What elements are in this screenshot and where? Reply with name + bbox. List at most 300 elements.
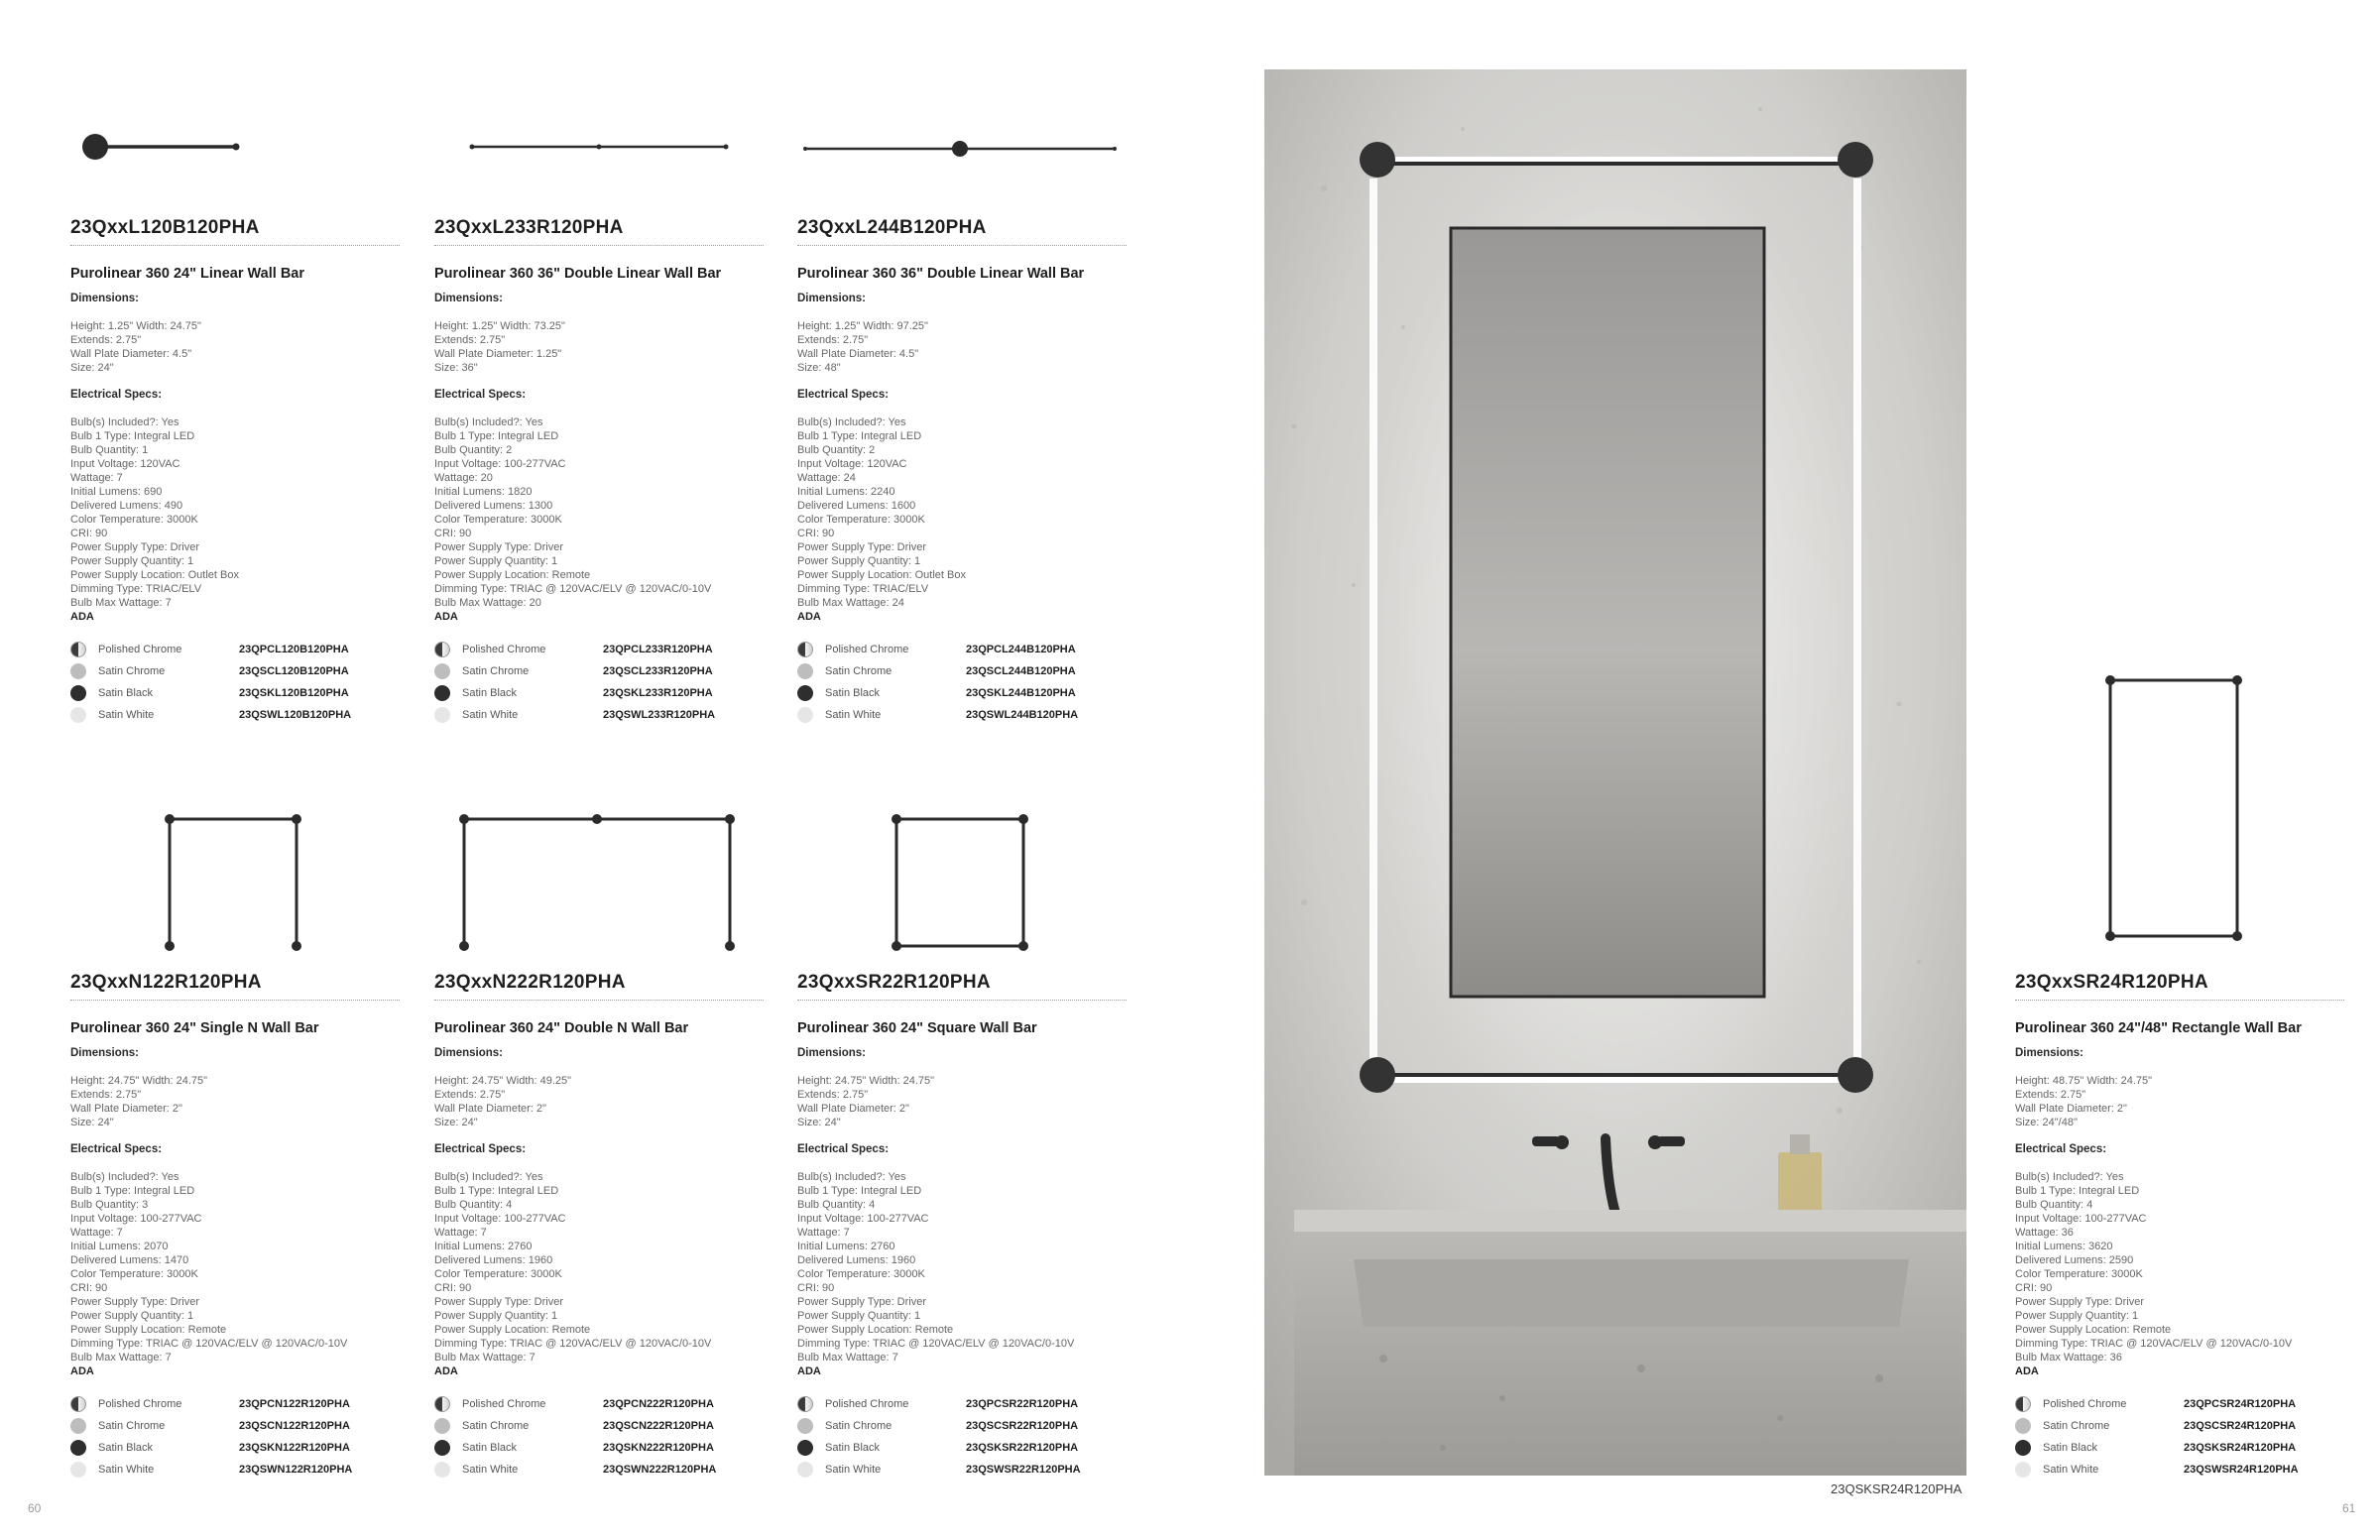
polished-chrome-swatch-icon xyxy=(434,642,450,657)
finish-code: 23QPCN122R120PHA xyxy=(239,1398,350,1410)
finish-row[interactable] xyxy=(797,707,1127,729)
electrical-heading: Electrical Specs: xyxy=(2015,1143,2107,1155)
spec-line: Bulb Quantity: 4 xyxy=(434,1199,513,1211)
finish-code: 23QSKL120B120PHA xyxy=(239,687,349,699)
spec-line: Size: 24" xyxy=(70,362,114,374)
finish-code: 23QSWN122R120PHA xyxy=(239,1464,353,1476)
spec-line: Bulb(s) Included?: Yes xyxy=(70,1171,179,1183)
spec-line: Power Supply Location: Remote xyxy=(2015,1324,2172,1336)
spec-line: Dimming Type: TRIAC @ 120VAC/ELV @ 120VAC/0-10V xyxy=(70,1338,348,1350)
spec-line: Color Temperature: 3000K xyxy=(70,1268,198,1280)
spec-line: Power Supply Type: Driver xyxy=(434,1296,564,1308)
polished-chrome-swatch-icon xyxy=(434,1396,450,1412)
finish-code: 23QSKSR24R120PHA xyxy=(2184,1442,2297,1454)
spec-line: Wall Plate Diameter: 2" xyxy=(70,1103,182,1115)
satin-white-swatch-icon xyxy=(797,707,813,723)
dimensions-list xyxy=(797,1074,934,1129)
spec-line: Bulb(s) Included?: Yes xyxy=(434,1171,543,1183)
satin-white-swatch-icon xyxy=(797,1462,813,1478)
ada-label: ADA xyxy=(434,1365,458,1377)
finish-name: Polished Chrome xyxy=(462,1398,546,1410)
finish-code: 23QPCL244B120PHA xyxy=(966,644,1076,655)
bathroom-mirror-photo xyxy=(1264,69,1966,1476)
spec-line: Bulb 1 Type: Integral LED xyxy=(797,1185,922,1197)
spec-line: Power Supply Location: Outlet Box xyxy=(797,569,966,581)
spec-line: Power Supply Quantity: 1 xyxy=(797,555,921,567)
finish-row[interactable] xyxy=(70,663,400,685)
finish-options xyxy=(797,1396,1127,1483)
dimensions-list xyxy=(797,319,928,375)
ada-label: ADA xyxy=(797,1365,821,1377)
spec-line: CRI: 90 xyxy=(70,528,108,539)
spec-line: Extends: 2.75" xyxy=(70,1089,142,1101)
product-code: 23QxxL244B120PHA xyxy=(797,217,987,238)
spec-line: Delivered Lumens: 490 xyxy=(70,500,183,512)
finish-row[interactable] xyxy=(434,1418,764,1440)
spec-line: Wall Plate Diameter: 2" xyxy=(434,1103,546,1115)
product-name: Purolinear 360 24" Square Wall Bar xyxy=(797,1020,1037,1036)
ada-label: ADA xyxy=(70,611,94,623)
fixture-drawing-linear-bar xyxy=(77,129,256,174)
spec-line: Height: 1.25" Width: 97.25" xyxy=(797,320,928,332)
spec-line: Color Temperature: 3000K xyxy=(2015,1268,2143,1280)
finish-code: 23QSWSR24R120PHA xyxy=(2184,1464,2299,1476)
spec-line: Bulb Quantity: 2 xyxy=(434,444,513,456)
spec-line: Wattage: 24 xyxy=(797,472,856,484)
finish-row[interactable] xyxy=(434,685,764,707)
electrical-heading: Electrical Specs: xyxy=(70,1143,163,1155)
satin-chrome-swatch-icon xyxy=(70,1418,86,1434)
finish-code: 23QSKL244B120PHA xyxy=(966,687,1076,699)
spec-line: CRI: 90 xyxy=(434,528,472,539)
finish-options xyxy=(70,642,400,729)
spec-line: Initial Lumens: 690 xyxy=(70,486,163,498)
finish-row[interactable] xyxy=(70,1462,400,1483)
spec-line: Bulb(s) Included?: Yes xyxy=(797,1171,906,1183)
fixture-drawing-double-linear-bar xyxy=(466,137,734,162)
spec-line: Power Supply Location: Remote xyxy=(797,1324,954,1336)
finish-row[interactable] xyxy=(797,1418,1127,1440)
finish-name: Satin Black xyxy=(825,1442,881,1454)
spec-line: Wattage: 7 xyxy=(70,472,123,484)
electrical-list xyxy=(434,415,711,624)
finish-name: Satin White xyxy=(98,709,155,721)
spec-line: Power Supply Quantity: 1 xyxy=(434,1310,558,1322)
spec-line: Delivered Lumens: 1960 xyxy=(797,1254,916,1266)
spec-line: Initial Lumens: 3620 xyxy=(2015,1241,2113,1252)
finish-row[interactable] xyxy=(434,663,764,685)
satin-white-swatch-icon xyxy=(70,707,86,723)
spec-line: Bulb(s) Included?: Yes xyxy=(2015,1171,2124,1183)
spec-line: Bulb Max Wattage: 24 xyxy=(797,597,904,609)
finish-options xyxy=(434,1396,764,1483)
finish-row[interactable] xyxy=(434,1396,764,1418)
spec-line: Delivered Lumens: 1300 xyxy=(434,500,553,512)
spec-line: Power Supply Quantity: 1 xyxy=(70,1310,194,1322)
finish-row[interactable] xyxy=(434,1462,764,1483)
satin-chrome-swatch-icon xyxy=(434,663,450,679)
polished-chrome-swatch-icon xyxy=(797,1396,813,1412)
spec-line: Dimming Type: TRIAC/ELV xyxy=(797,583,929,595)
spec-line: Power Supply Quantity: 1 xyxy=(434,555,558,567)
satin-chrome-swatch-icon xyxy=(2015,1418,2031,1434)
spec-line: Color Temperature: 3000K xyxy=(434,514,562,526)
spec-line: Power Supply Type: Driver xyxy=(797,541,927,553)
finish-name: Satin White xyxy=(825,1464,882,1476)
finish-code: 23QSCN122R120PHA xyxy=(239,1420,350,1432)
satin-chrome-swatch-icon xyxy=(70,663,86,679)
spec-line: Power Supply Location: Outlet Box xyxy=(70,569,239,581)
finish-row[interactable] xyxy=(70,707,400,729)
spec-line: CRI: 90 xyxy=(797,1282,835,1294)
finish-code: 23QPCL120B120PHA xyxy=(239,644,349,655)
spec-line: Bulb Quantity: 4 xyxy=(2015,1199,2093,1211)
spec-line: CRI: 90 xyxy=(797,528,835,539)
electrical-heading: Electrical Specs: xyxy=(797,389,890,401)
finish-code: 23QPCL233R120PHA xyxy=(603,644,713,655)
spec-line: Input Voltage: 100-277VAC xyxy=(797,1213,929,1225)
spec-line: Power Supply Location: Remote xyxy=(434,1324,591,1336)
spec-line: CRI: 90 xyxy=(2015,1282,2053,1294)
satin-black-swatch-icon xyxy=(434,685,450,701)
spec-line: Extends: 2.75" xyxy=(434,1089,506,1101)
fixture-drawing-single-n-bar xyxy=(164,813,302,957)
polished-chrome-swatch-icon xyxy=(2015,1396,2031,1412)
dimensions-heading: Dimensions: xyxy=(2015,1047,2084,1059)
finish-name: Polished Chrome xyxy=(462,644,546,655)
satin-white-swatch-icon xyxy=(70,1462,86,1478)
spec-line: Initial Lumens: 2760 xyxy=(434,1241,533,1252)
finish-options xyxy=(2015,1396,2344,1483)
finish-name: Polished Chrome xyxy=(2043,1398,2127,1410)
spec-line: Power Supply Location: Remote xyxy=(434,569,591,581)
dimensions-list xyxy=(434,319,565,375)
electrical-list xyxy=(434,1170,711,1378)
divider xyxy=(70,1000,400,1001)
ada-label: ADA xyxy=(434,611,458,623)
spec-line: Initial Lumens: 1820 xyxy=(434,486,533,498)
spec-line: Wattage: 7 xyxy=(797,1227,850,1239)
spec-line: Bulb Max Wattage: 7 xyxy=(434,1352,536,1363)
polished-chrome-swatch-icon xyxy=(797,642,813,657)
finish-row[interactable] xyxy=(797,1396,1127,1418)
finish-name: Satin Chrome xyxy=(462,665,530,677)
finish-name: Satin Black xyxy=(462,1442,518,1454)
finish-name: Satin Chrome xyxy=(825,665,892,677)
spec-line: Initial Lumens: 2070 xyxy=(70,1241,169,1252)
finish-row[interactable] xyxy=(434,1440,764,1462)
spec-line: Extends: 2.75" xyxy=(797,334,869,346)
satin-chrome-swatch-icon xyxy=(797,1418,813,1434)
spec-line: Initial Lumens: 2240 xyxy=(797,486,895,498)
spec-line: Power Supply Type: Driver xyxy=(2015,1296,2145,1308)
spec-line: Power Supply Quantity: 1 xyxy=(2015,1310,2139,1322)
spec-line: Power Supply Type: Driver xyxy=(70,541,200,553)
spec-line: Input Voltage: 100-277VAC xyxy=(434,458,566,470)
finish-name: Satin Black xyxy=(2043,1442,2098,1454)
satin-chrome-swatch-icon xyxy=(797,663,813,679)
spec-line: Height: 1.25" Width: 73.25" xyxy=(434,320,565,332)
finish-name: Satin Black xyxy=(98,687,154,699)
spec-line: Delivered Lumens: 1470 xyxy=(70,1254,189,1266)
finish-row[interactable] xyxy=(797,642,1127,663)
spec-line: Extends: 2.75" xyxy=(434,334,506,346)
page-number-left: 60 xyxy=(28,1501,42,1515)
divider xyxy=(797,1000,1127,1001)
finish-row[interactable] xyxy=(70,1440,400,1462)
finish-code: 23QSCN222R120PHA xyxy=(603,1420,714,1432)
finish-name: Satin Chrome xyxy=(462,1420,530,1432)
finish-code: 23QSWL244B120PHA xyxy=(966,709,1079,721)
satin-black-swatch-icon xyxy=(2015,1440,2031,1456)
satin-black-swatch-icon xyxy=(70,685,86,701)
satin-black-swatch-icon xyxy=(434,1440,450,1456)
spec-line: Power Supply Quantity: 1 xyxy=(70,555,194,567)
spec-line: Size: 24"/48" xyxy=(2015,1117,2078,1128)
satin-black-swatch-icon xyxy=(797,685,813,701)
spec-line: Delivered Lumens: 1960 xyxy=(434,1254,553,1266)
product-code: 23QxxL120B120PHA xyxy=(70,217,260,238)
product-name: Purolinear 360 24" Single N Wall Bar xyxy=(70,1020,319,1036)
finish-row[interactable] xyxy=(70,642,400,663)
dimensions-heading: Dimensions: xyxy=(797,293,867,304)
product-code: 23QxxN222R120PHA xyxy=(434,972,626,993)
spec-line: Wall Plate Diameter: 4.5" xyxy=(797,348,919,360)
finish-row[interactable] xyxy=(2015,1418,2344,1440)
finish-code: 23QSCSR24R120PHA xyxy=(2184,1420,2297,1432)
spec-line: Height: 24.75" Width: 49.25" xyxy=(434,1075,572,1087)
spec-line: Bulb Quantity: 2 xyxy=(797,444,876,456)
finish-row[interactable] xyxy=(797,685,1127,707)
fixture-drawing-square-bar xyxy=(891,813,1029,957)
finish-name: Satin Black xyxy=(462,687,518,699)
spec-line: Extends: 2.75" xyxy=(2015,1089,2086,1101)
divider xyxy=(434,245,764,246)
polished-chrome-swatch-icon xyxy=(70,642,86,657)
ada-label: ADA xyxy=(2015,1365,2039,1377)
finish-code: 23QPCSR24R120PHA xyxy=(2184,1398,2297,1410)
fixture-drawing-double-linear-bar xyxy=(801,137,1119,166)
spec-line: Height: 1.25" Width: 24.75" xyxy=(70,320,201,332)
spec-line: Bulb Max Wattage: 7 xyxy=(70,597,172,609)
divider xyxy=(2015,1000,2344,1001)
product-code: 23QxxL233R120PHA xyxy=(434,217,624,238)
product-name: Purolinear 360 24" Double N Wall Bar xyxy=(434,1020,689,1036)
satin-chrome-swatch-icon xyxy=(434,1418,450,1434)
finish-name: Satin Black xyxy=(825,687,881,699)
finish-name: Satin Black xyxy=(98,1442,154,1454)
finish-row[interactable] xyxy=(70,1418,400,1440)
finish-code: 23QSKL233R120PHA xyxy=(603,687,713,699)
spec-line: Size: 24" xyxy=(797,1117,841,1128)
spec-line: Bulb 1 Type: Integral LED xyxy=(434,1185,559,1197)
satin-white-swatch-icon xyxy=(2015,1462,2031,1478)
electrical-list xyxy=(70,1170,347,1378)
finish-name: Polished Chrome xyxy=(98,644,182,655)
finish-name: Polished Chrome xyxy=(825,644,909,655)
spec-line: Height: 24.75" Width: 24.75" xyxy=(70,1075,208,1087)
electrical-list xyxy=(797,415,966,624)
spec-line: Dimming Type: TRIAC @ 120VAC/ELV @ 120VAC/0-10V xyxy=(434,1338,712,1350)
product-code: 23QxxSR24R120PHA xyxy=(2015,972,2208,993)
finish-name: Satin White xyxy=(98,1464,155,1476)
ada-label: ADA xyxy=(797,611,821,623)
finish-row[interactable] xyxy=(2015,1396,2344,1418)
spec-line: Height: 48.75" Width: 24.75" xyxy=(2015,1075,2153,1087)
finish-options xyxy=(797,642,1127,729)
spec-line: Power Supply Type: Driver xyxy=(797,1296,927,1308)
finish-code: 23QSCL120B120PHA xyxy=(239,665,349,677)
finish-name: Polished Chrome xyxy=(98,1398,182,1410)
product-code: 23QxxN122R120PHA xyxy=(70,972,262,993)
electrical-heading: Electrical Specs: xyxy=(70,389,163,401)
finish-code: 23QSCL244B120PHA xyxy=(966,665,1076,677)
satin-black-swatch-icon xyxy=(70,1440,86,1456)
finish-code: 23QSWL233R120PHA xyxy=(603,709,716,721)
spec-line: Bulb 1 Type: Integral LED xyxy=(70,1185,195,1197)
page-number-right: 61 xyxy=(2342,1501,2356,1515)
dimensions-heading: Dimensions: xyxy=(70,293,140,304)
finish-code: 23QSWL120B120PHA xyxy=(239,709,352,721)
dimensions-list xyxy=(434,1074,571,1129)
finish-row[interactable] xyxy=(434,642,764,663)
polished-chrome-swatch-icon xyxy=(70,1396,86,1412)
ada-label: ADA xyxy=(70,1365,94,1377)
finish-row[interactable] xyxy=(797,663,1127,685)
spec-line: Wall Plate Diameter: 2" xyxy=(2015,1103,2127,1115)
spec-line: Input Voltage: 120VAC xyxy=(797,458,907,470)
finish-name: Satin Chrome xyxy=(2043,1420,2110,1432)
electrical-list xyxy=(2015,1170,2292,1378)
spec-line: Bulb Max Wattage: 7 xyxy=(797,1352,898,1363)
spec-line: Color Temperature: 3000K xyxy=(70,514,198,526)
dimensions-heading: Dimensions: xyxy=(434,293,504,304)
spec-line: Size: 36" xyxy=(434,362,478,374)
spec-line: Bulb 1 Type: Integral LED xyxy=(2015,1185,2140,1197)
spec-line: Bulb 1 Type: Integral LED xyxy=(797,430,922,442)
product-name: Purolinear 360 36" Double Linear Wall Bar xyxy=(797,266,1085,282)
spec-line: Bulb Quantity: 3 xyxy=(70,1199,149,1211)
spec-line: Extends: 2.75" xyxy=(70,334,142,346)
spec-line: Wattage: 20 xyxy=(434,472,493,484)
spec-line: Power Supply Type: Driver xyxy=(70,1296,200,1308)
finish-code: 23QSKSR22R120PHA xyxy=(966,1442,1079,1454)
finish-code: 23QSKN122R120PHA xyxy=(239,1442,350,1454)
spec-line: Bulb Max Wattage: 7 xyxy=(70,1352,172,1363)
divider xyxy=(70,245,400,246)
finish-row[interactable] xyxy=(797,1440,1127,1462)
electrical-heading: Electrical Specs: xyxy=(797,1143,890,1155)
finish-name: Satin White xyxy=(2043,1464,2099,1476)
spec-line: CRI: 90 xyxy=(434,1282,472,1294)
finish-row[interactable] xyxy=(797,1462,1127,1483)
spec-line: Size: 24" xyxy=(434,1117,478,1128)
spec-line: Wattage: 36 xyxy=(2015,1227,2074,1239)
dimensions-heading: Dimensions: xyxy=(434,1047,504,1059)
spec-line: Delivered Lumens: 1600 xyxy=(797,500,916,512)
spec-line: Extends: 2.75" xyxy=(797,1089,869,1101)
finish-options xyxy=(70,1396,400,1483)
finish-row[interactable] xyxy=(434,707,764,729)
product-name: Purolinear 360 24" Linear Wall Bar xyxy=(70,266,305,282)
spec-line: Bulb(s) Included?: Yes xyxy=(434,416,543,428)
finish-name: Satin White xyxy=(825,709,882,721)
finish-name: Satin White xyxy=(462,709,519,721)
spec-line: Power Supply Type: Driver xyxy=(434,541,564,553)
photo-caption: 23QSKSR24R120PHA xyxy=(1831,1481,1963,1496)
dimensions-list xyxy=(2015,1074,2152,1129)
dimensions-heading: Dimensions: xyxy=(70,1047,140,1059)
finish-name: Satin Chrome xyxy=(825,1420,892,1432)
spec-line: Input Voltage: 120VAC xyxy=(70,458,180,470)
spec-line: Bulb Quantity: 1 xyxy=(70,444,149,456)
finish-code: 23QSCSR22R120PHA xyxy=(966,1420,1079,1432)
finish-name: Satin Chrome xyxy=(98,665,166,677)
product-code: 23QxxSR22R120PHA xyxy=(797,972,991,993)
spec-line: Dimming Type: TRIAC @ 120VAC/ELV @ 120VAC/0-10V xyxy=(434,583,712,595)
finish-code: 23QSWSR22R120PHA xyxy=(966,1464,1081,1476)
spec-line: Power Supply Location: Remote xyxy=(70,1324,227,1336)
product-name: Purolinear 360 36" Double Linear Wall Bar xyxy=(434,266,722,282)
spec-line: Height: 24.75" Width: 24.75" xyxy=(797,1075,935,1087)
electrical-heading: Electrical Specs: xyxy=(434,389,527,401)
finish-row[interactable] xyxy=(2015,1462,2344,1483)
spec-line: Power Supply Quantity: 1 xyxy=(797,1310,921,1322)
dimensions-list xyxy=(70,1074,207,1129)
spec-line: Bulb 1 Type: Integral LED xyxy=(434,430,559,442)
spec-line: Wall Plate Diameter: 2" xyxy=(797,1103,909,1115)
finish-row[interactable] xyxy=(70,685,400,707)
finish-name: Satin Chrome xyxy=(98,1420,166,1432)
spec-line: Color Temperature: 3000K xyxy=(797,1268,925,1280)
finish-options xyxy=(434,642,764,729)
satin-black-swatch-icon xyxy=(797,1440,813,1456)
spec-line: Input Voltage: 100-277VAC xyxy=(2015,1213,2147,1225)
fixture-drawing-double-n-bar xyxy=(458,813,736,957)
spec-line: Bulb Max Wattage: 36 xyxy=(2015,1352,2122,1363)
finish-code: 23QSWN222R120PHA xyxy=(603,1464,717,1476)
finish-row[interactable] xyxy=(70,1396,400,1418)
electrical-list xyxy=(797,1170,1074,1378)
divider xyxy=(434,1000,764,1001)
spec-line: Bulb(s) Included?: Yes xyxy=(797,416,906,428)
dimensions-list xyxy=(70,319,201,375)
spec-line: Bulb(s) Included?: Yes xyxy=(70,416,179,428)
spec-line: CRI: 90 xyxy=(70,1282,108,1294)
spec-line: Bulb 1 Type: Integral LED xyxy=(70,430,195,442)
spec-line: Wattage: 7 xyxy=(434,1227,487,1239)
spec-line: Color Temperature: 3000K xyxy=(797,514,925,526)
finish-code: 23QPCN222R120PHA xyxy=(603,1398,714,1410)
finish-code: 23QSKN222R120PHA xyxy=(603,1442,714,1454)
spec-line: Input Voltage: 100-277VAC xyxy=(434,1213,566,1225)
spec-line: Initial Lumens: 2760 xyxy=(797,1241,895,1252)
spec-line: Size: 48" xyxy=(797,362,841,374)
spec-line: Dimming Type: TRIAC @ 120VAC/ELV @ 120VAC/0-10V xyxy=(797,1338,1075,1350)
spec-line: Size: 24" xyxy=(70,1117,114,1128)
spec-line: Bulb Max Wattage: 20 xyxy=(434,597,541,609)
product-name: Purolinear 360 24"/48" Rectangle Wall Bar xyxy=(2015,1020,2302,1036)
spec-line: Dimming Type: TRIAC @ 120VAC/ELV @ 120VAC/0-10V xyxy=(2015,1338,2293,1350)
finish-name: Polished Chrome xyxy=(825,1398,909,1410)
spec-line: Bulb Quantity: 4 xyxy=(797,1199,876,1211)
satin-white-swatch-icon xyxy=(434,707,450,723)
divider xyxy=(797,245,1127,246)
finish-row[interactable] xyxy=(2015,1440,2344,1462)
spec-line: Wall Plate Diameter: 1.25" xyxy=(434,348,562,360)
finish-name: Satin White xyxy=(462,1464,519,1476)
fixture-drawing-rectangle-bar xyxy=(2104,674,2243,947)
